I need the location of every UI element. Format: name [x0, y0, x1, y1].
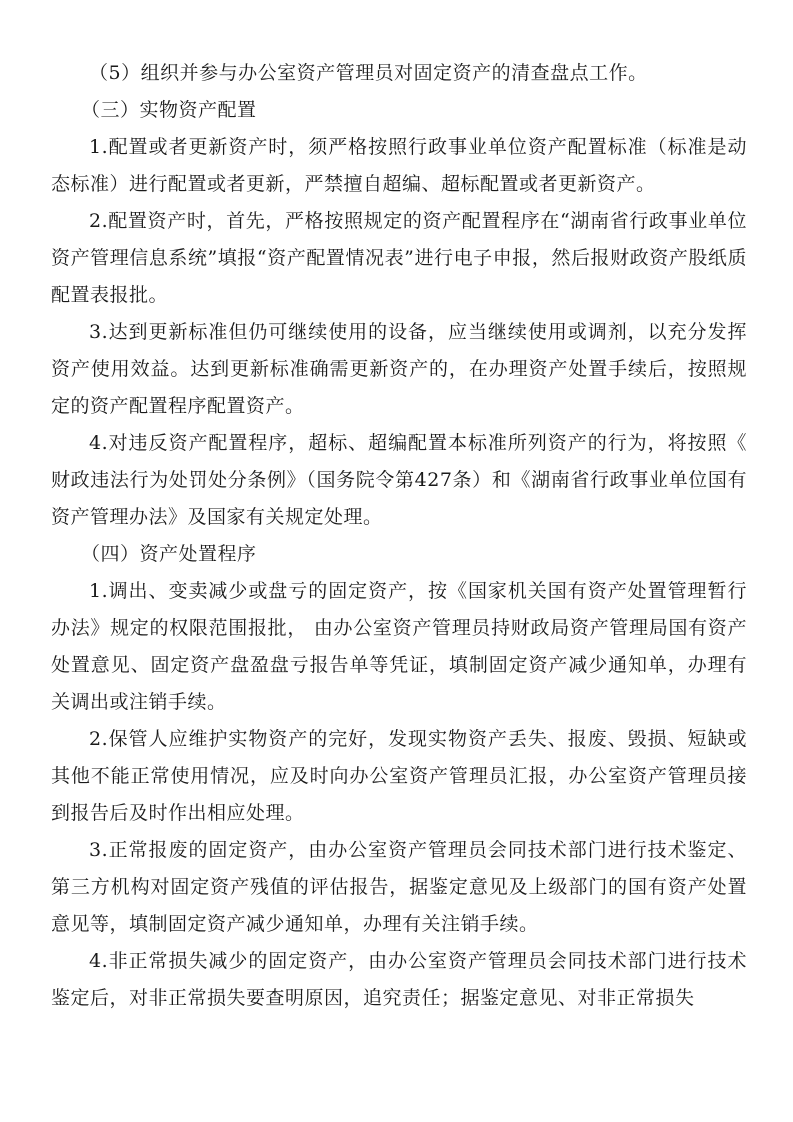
section-heading-asset-disposal: （四）资产处置程序 [81, 543, 257, 565]
paragraph-disposal-item-4: 4.非正常损失减少的固定资产，由办公室资产管理员会同技术部门进行技术鉴定后，对非正常损失要查明原因，追究责任；据鉴定意见、对非正常损失 [51, 950, 747, 1009]
document-body [51, 55, 747, 1017]
paragraph-inventory-check: （5）组织并参与办公室资产管理员对固定资产的清查盘点工作。 [89, 62, 648, 84]
paragraph-disposal-item-3: 3.正常报废的固定资产，由办公室资产管理员会同技术部门进行技术鉴定、第三方机构对固定资产残值的评估报告，据鉴定意见及上级部门的国有资产处置意见等，填制固定资产减少通知单，办理有关注销手续。 [51, 839, 747, 935]
paragraph-disposal-item-1: 1.调出、变卖减少或盘亏的固定资产，按《国家机关国有资产处置管理暂行办法》规定的权限范围报批， 由办公室资产管理员持财政局资产管理局国有资产处置意见、固定资产盘盈盘亏报告单等凭证，填制固定资产减少通知单，办理有关调出或注销手续。 [51, 580, 747, 713]
paragraph-allocation-item-4: 4.对违反资产配置程序，超标、超编配置本标准所列资产的行为，将按照《财政违法行为处罚处分条例》（国务院令第427条）和《湖南省行政事业单位国有资产管理办法》及国家有关规定处理。 [51, 432, 747, 528]
section-heading-physical-asset-allocation: （三）实物资产配置 [81, 99, 257, 121]
paragraph-allocation-item-2: 2.配置资产时，首先，严格按照规定的资产配置程序在“湖南省行政事业单位资产管理信息系统”填报“资产配置情况表”进行电子申报，然后报财政资产股纸质配置表报批。 [51, 210, 747, 306]
paragraph-allocation-item-1: 1.配置或者更新资产时，须严格按照行政事业单位资产配置标准（标准是动态标准）进行配置或者更新，严禁擅自超编、超标配置或者更新资产。 [51, 136, 747, 195]
paragraph-allocation-item-3: 3.达到更新标准但仍可继续使用的设备，应当继续使用或调剂，以充分发挥资产使用效益。达到更新标准确需更新资产的，在办理资产处置手续后，按照规定的资产配置程序配置资产。 [51, 321, 747, 417]
paragraph-disposal-item-2: 2.保管人应维护实物资产的完好，发现实物资产丢失、报废、毁损、短缺或其他不能正常使用情况，应及时向办公室资产管理员汇报，办公室资产管理员接到报告后及时作出相应处理。 [51, 728, 747, 824]
